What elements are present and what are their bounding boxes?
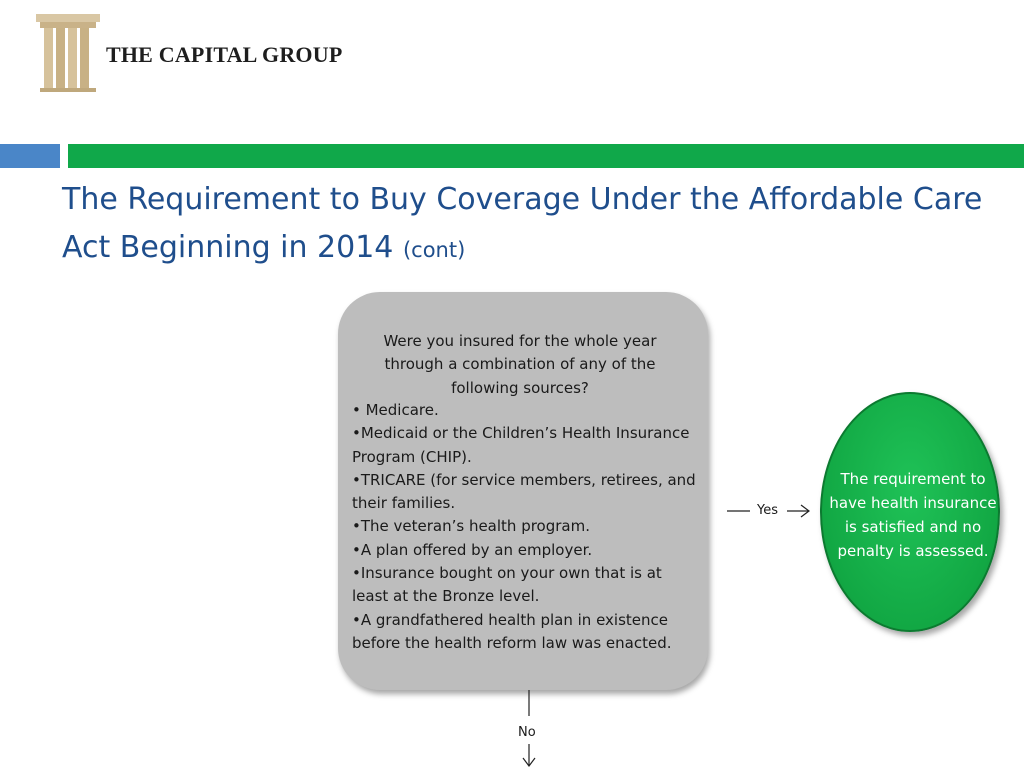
list-item: •The veteran’s health program. <box>352 517 590 536</box>
no-label: No <box>518 725 536 740</box>
list-item: •A grandfathered health plan in existence before the health reform law was enacted. <box>352 610 672 652</box>
yes-label: Yes <box>757 503 778 518</box>
list-item: •TRICARE (for service members, retirees, and their families. <box>352 470 696 513</box>
title-suffix: (cont) <box>402 238 466 262</box>
outcome-text: The requirement to have health insurance is satisfied and no penalty is assessed. <box>829 470 997 560</box>
title-main: The Requirement to Buy Coverage Under the Affordable Care Act Beginning in 2014 <box>62 182 983 265</box>
question-intro: Were you insured for the whole year through a combination of any of the following sources? <box>383 332 657 397</box>
list-item: •Medicaid or the Children’s Health Insurance Program (CHIP). <box>352 424 690 466</box>
list-item: •Insurance bought on your own that is at least at the Bronze level. <box>352 564 662 606</box>
company-name: THE CAPITAL GROUP <box>106 42 343 67</box>
list-item: •A plan offered by an employer. <box>352 540 593 559</box>
list-item: • Medicare. <box>352 401 439 419</box>
